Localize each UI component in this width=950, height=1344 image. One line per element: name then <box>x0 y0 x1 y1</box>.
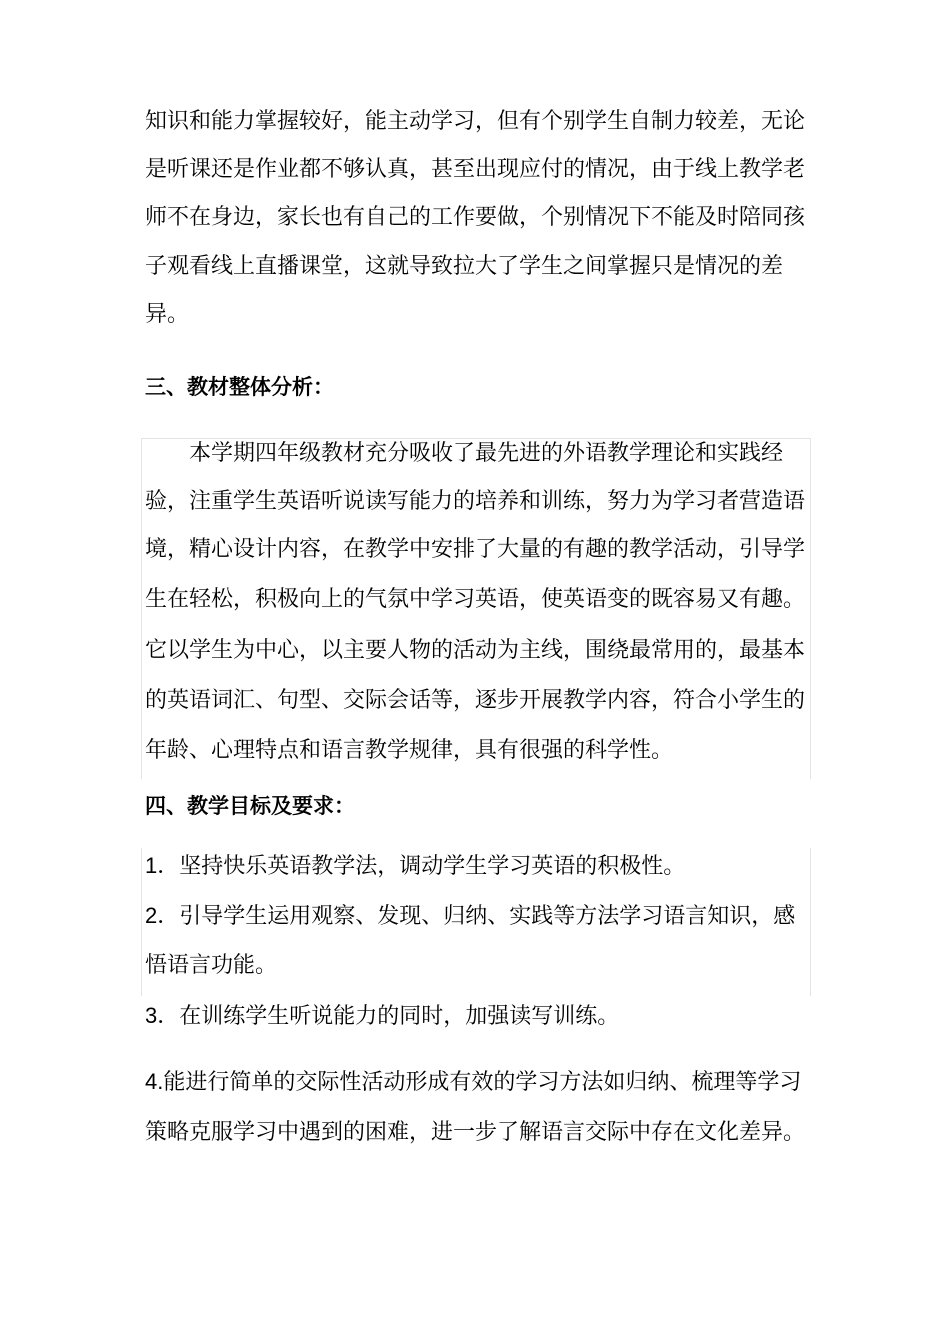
section-3-line: 验，注重学生英语听说读写能力的培养和训练，努力为学习者营造语 <box>145 489 806 514</box>
list-item-continued: 策略克服学习中遇到的困难，进一步了解语言交际中存在文化差异。 <box>145 1120 806 1145</box>
list-item-text: 在训练学生听说能力的同时，加强读写训练。 <box>179 1004 620 1029</box>
section-3-line: 本学期四年级教材充分吸收了最先进的外语教学理论和实践经 <box>189 441 784 466</box>
section-4-heading: 四、教学目标及要求： <box>145 794 355 818</box>
list-item-number: 1． <box>145 853 180 878</box>
intro-line: 知识和能力掌握较好，能主动学习，但有个别学生自制力较差，无论 <box>145 109 806 134</box>
list-item-number: 4. <box>145 1069 164 1094</box>
list-item <box>145 992 817 1041</box>
section-3-line: 的英语词汇、句型、交际会话等，逐步开展教学内容，符合小学生的 <box>145 688 806 713</box>
section-3-line: 年龄、心理特点和语言教学规律，具有很强的科学性。 <box>145 738 674 763</box>
list-item-text: 坚持快乐英语教学法，调动学生学习英语的积极性。 <box>179 854 686 879</box>
list-item <box>145 1058 817 1107</box>
section-3-heading: 三、教材整体分析： <box>145 375 334 399</box>
section-3-line: 生在轻松，积极向上的气氛中学习英语，使英语变的既容易又有趣。 <box>145 587 806 612</box>
list-item-text: 引导学生运用观察、发现、归纳、实践等方法学习语言知识，感 <box>179 904 796 929</box>
section-3-line: 它以学生为中心，以主要人物的活动为主线，围绕最常用的，最基本 <box>145 638 806 663</box>
list-item <box>145 892 817 941</box>
list-item <box>145 842 817 891</box>
intro-line: 子观看线上直播课堂，这就导致拉大了学生之间掌握只是情况的差 <box>145 254 784 279</box>
list-item-number: 2． <box>145 903 180 928</box>
list-item-text: 能进行简单的交际性活动形成有效的学习方法如归纳、梳理等学习 <box>163 1070 802 1095</box>
intro-line: 是听课还是作业都不够认真，甚至出现应付的情况，由于线上教学老 <box>145 157 806 182</box>
intro-line: 师不在身边，家长也有自己的工作要做，个别情况下不能及时陪同孩 <box>145 205 806 230</box>
section-3-line: 境，精心设计内容，在教学中安排了大量的有趣的教学活动，引导学 <box>145 537 806 562</box>
list-item-continued: 悟语言功能。 <box>145 953 278 978</box>
intro-line: 异。 <box>145 302 190 327</box>
list-item-number: 3． <box>145 1003 180 1028</box>
